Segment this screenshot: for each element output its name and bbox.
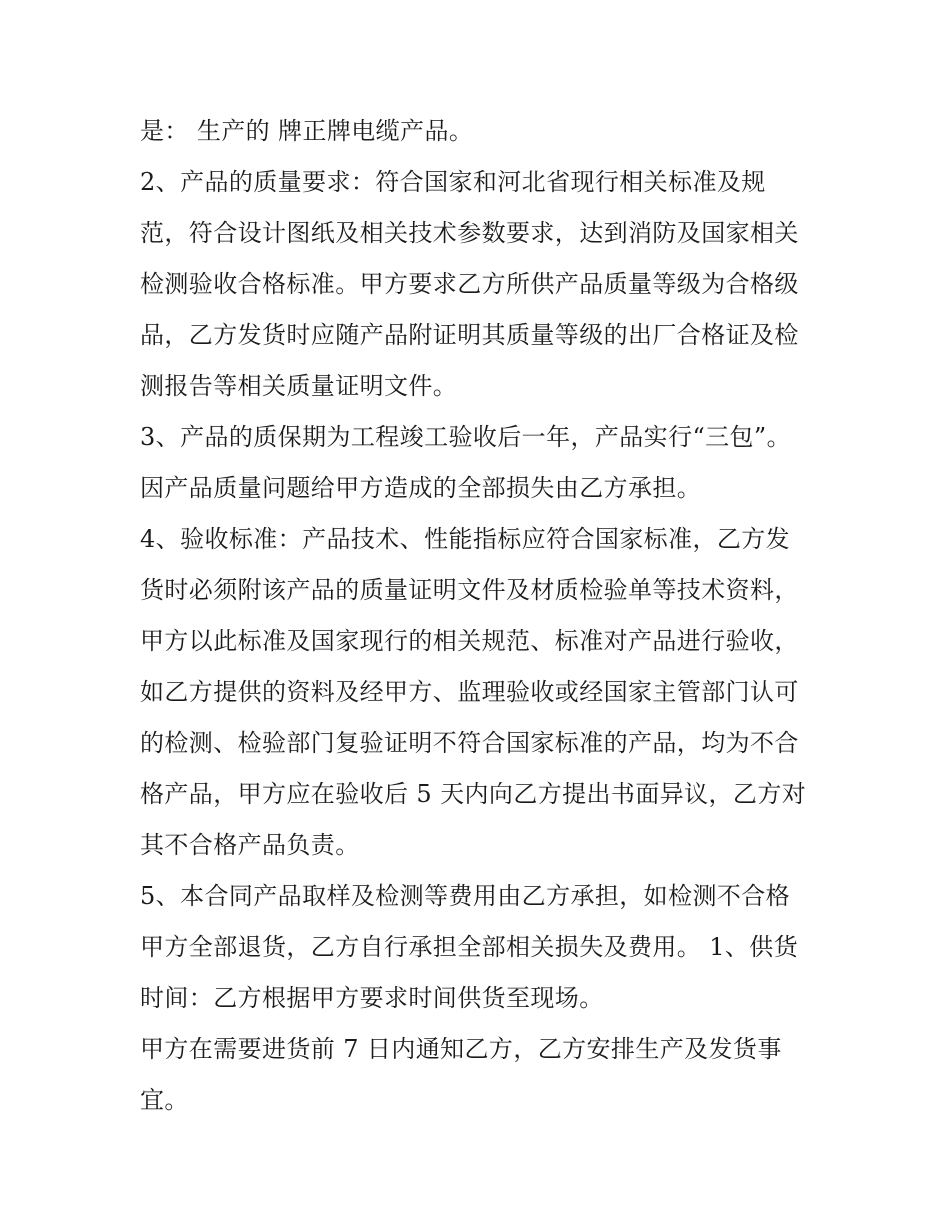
text-line-14: 格产品，甲方应在验收后 5 天内向乙方提出书面异议，乙方对 bbox=[140, 780, 807, 808]
text-line-1: 是： 生产的 牌正牌电缆产品。 bbox=[140, 117, 474, 145]
text-line-16: 5、本合同产品取样及检测等费用由乙方承担，如检测不合格 bbox=[140, 882, 791, 910]
document-page bbox=[140, 106, 820, 1126]
text-line-18: 时间：乙方根据甲方要求时间供货至现场。 bbox=[140, 984, 604, 1012]
text-line-6: 测报告等相关质量证明文件。 bbox=[140, 372, 458, 400]
text-line-3: 范，符合设计图纸及相关技术参数要求，达到消防及国家相关 bbox=[140, 219, 799, 247]
text-line-13: 的检测、检验部门复验证明不符合国家标准的产品，均为不合 bbox=[140, 729, 799, 757]
text-line-15: 其不合格产品负责。 bbox=[140, 831, 360, 859]
text-line-9: 4、验收标准：产品技术、性能指标应符合国家标准，乙方发 bbox=[140, 525, 791, 553]
text-line-5: 品，乙方发货时应随产品附证明其质量等级的出厂合格证及检 bbox=[140, 321, 799, 349]
text-line-20: 宜。 bbox=[140, 1086, 189, 1114]
text-line-19: 甲方在需要进货前 7 日内通知乙方，乙方安排生产及发货事 bbox=[140, 1035, 782, 1063]
text-line-17: 甲方全部退货，乙方自行承担全部相关损失及费用。 1、供货 bbox=[140, 933, 799, 961]
text-line-7: 3、产品的质保期为工程竣工验收后一年，产品实行“三包”。 bbox=[140, 423, 792, 451]
text-line-2: 2、产品的质量要求：符合国家和河北省现行相关标准及规 bbox=[140, 168, 766, 196]
text-line-4: 检测验收合格标准。甲方要求乙方所供产品质量等级为合格级 bbox=[140, 270, 799, 298]
text-line-8: 因产品质量问题给甲方造成的全部损失由乙方承担。 bbox=[140, 474, 702, 502]
text-line-11: 甲方以此标准及国家现行的相关规范、标准对产品进行验收， bbox=[140, 627, 799, 655]
text-line-12: 如乙方提供的资料及经甲方、监理验收或经国家主管部门认可 bbox=[140, 678, 799, 706]
text-line-10: 货时必须附该产品的质量证明文件及材质检验单等技术资料， bbox=[140, 576, 799, 604]
